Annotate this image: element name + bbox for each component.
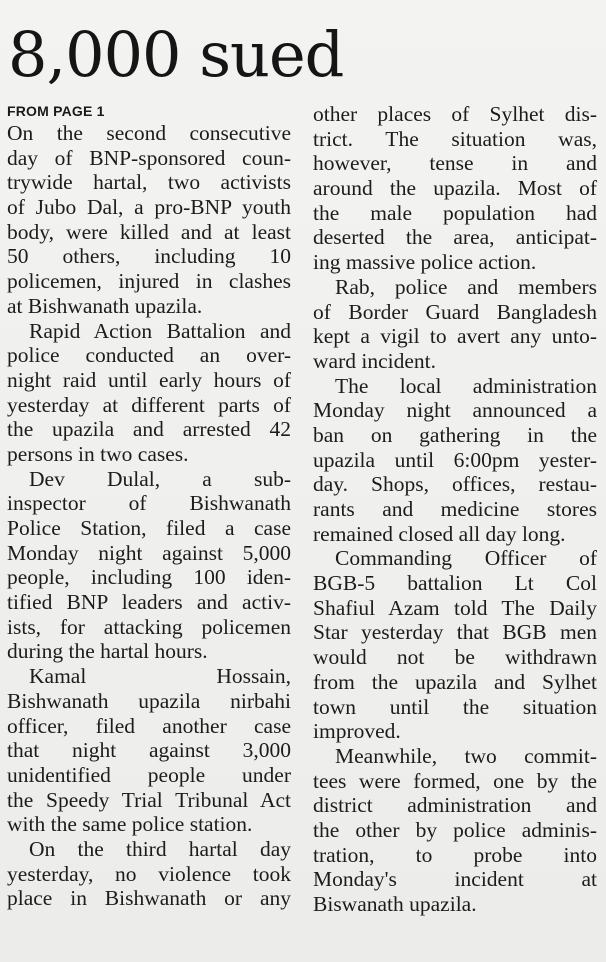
text-line: of Border Guard Bangladesh <box>313 299 597 324</box>
text-line: remained closed all day long. <box>313 521 566 546</box>
text-line: On the third hartal day <box>29 836 291 861</box>
text-line: town until the situation <box>313 694 597 719</box>
text-line: the other by police adminis- <box>313 817 597 842</box>
text-line: yesterday at different parts of <box>7 392 291 417</box>
text-line: Shafiul Azam told The Daily <box>313 595 597 620</box>
right-column-lines <box>313 102 597 917</box>
text-line: On the second consecutive <box>7 121 291 145</box>
text-line: improved. <box>313 719 401 744</box>
text-line: Dev Dulal, a sub- <box>29 466 291 491</box>
text-line: night raid until early hours of <box>7 367 291 392</box>
text-line: day of BNP-sponsored coun- <box>7 145 291 170</box>
text-line: that night against 3,000 <box>7 738 291 763</box>
text-line: around the upazila. Most of <box>313 176 597 201</box>
text-line: BGB-5 battalion Lt Col <box>313 571 597 596</box>
text-line: deserted the area, anticipat- <box>313 225 597 250</box>
text-line: Monday's incident at <box>313 867 597 892</box>
text-line: the male population had <box>313 200 597 225</box>
text-line: policemen, injured in clashes <box>7 269 291 294</box>
text-line: tified BNP leaders and activ- <box>7 590 291 615</box>
text-line: place in Bishwanath or any <box>7 886 291 911</box>
text-line: district administration and <box>313 793 597 818</box>
text-line: Monday night against 5,000 <box>7 540 291 565</box>
text-line: would not be withdrawn <box>313 645 597 670</box>
text-line: Star yesterday that BGB men <box>313 620 597 645</box>
text-line: Rapid Action Battalion and <box>29 318 291 343</box>
text-line: other places of Sylhet dis- <box>313 102 597 126</box>
text-line: trywide hartal, two activists <box>7 170 291 195</box>
text-line: Meanwhile, two commit- <box>335 743 597 768</box>
article-column-left <box>7 102 291 911</box>
text-line: from the upazila and Sylhet <box>313 669 597 694</box>
text-line: Monday night announced a <box>313 398 597 423</box>
text-line: body, were killed and at least <box>7 219 291 244</box>
text-line: Kamal Hossain, <box>29 664 291 689</box>
text-line: the Speedy Trial Tribunal Act <box>7 787 291 812</box>
continuation-kicker: FROM PAGE 1 <box>7 103 105 119</box>
text-line: officer, filed another case <box>7 713 291 738</box>
text-line: inspector of Bishwanath <box>7 491 291 516</box>
text-line: Police Station, filed a case <box>7 516 291 540</box>
text-line: the upazila and arrested 42 <box>7 417 291 442</box>
text-line: Bishwanath upazila nirbahi <box>7 688 291 713</box>
text-line: during the hartal hours. <box>7 639 208 664</box>
text-line: however, tense in and <box>313 151 597 176</box>
text-line: of Jubo Dal, a pro-BNP youth <box>7 195 291 220</box>
text-line: kept a vigil to avert any unto- <box>313 324 597 349</box>
text-line: persons in two cases. <box>7 441 189 466</box>
text-line: ists, for attacking policemen <box>7 614 291 639</box>
text-line: police conducted an over- <box>7 343 291 368</box>
text-line: at Bishwanath upazila. <box>7 293 203 318</box>
text-line: unidentified people under <box>7 762 291 787</box>
text-line: trict. The situation was, <box>313 126 597 151</box>
text-line: Biswanath upazila. <box>313 892 477 916</box>
text-line: with the same police station. <box>7 812 253 837</box>
text-line: ban on gathering in the <box>313 422 597 447</box>
text-line: Rab, police and members <box>335 274 597 299</box>
text-line: The local administration <box>335 373 597 398</box>
text-line: rants and medicine stores <box>313 497 597 521</box>
text-line: yesterday, no violence took <box>7 861 291 886</box>
left-column-lines <box>7 121 291 911</box>
text-line: 50 others, including 10 <box>7 244 291 269</box>
text-line: tees were formed, one by the <box>313 768 597 793</box>
article-column-right <box>313 102 597 917</box>
text-line: ward incident. <box>313 348 436 373</box>
headline: 8,000 sued <box>8 18 344 91</box>
text-line: people, including 100 iden- <box>7 565 291 590</box>
text-line: Commanding Officer of <box>335 546 597 571</box>
text-line: upazila until 6:00pm yester- <box>313 447 597 472</box>
text-line: ing massive police action. <box>313 250 537 275</box>
text-line: tration, to probe into <box>313 842 597 867</box>
text-line: day. Shops, offices, restau- <box>313 472 597 497</box>
